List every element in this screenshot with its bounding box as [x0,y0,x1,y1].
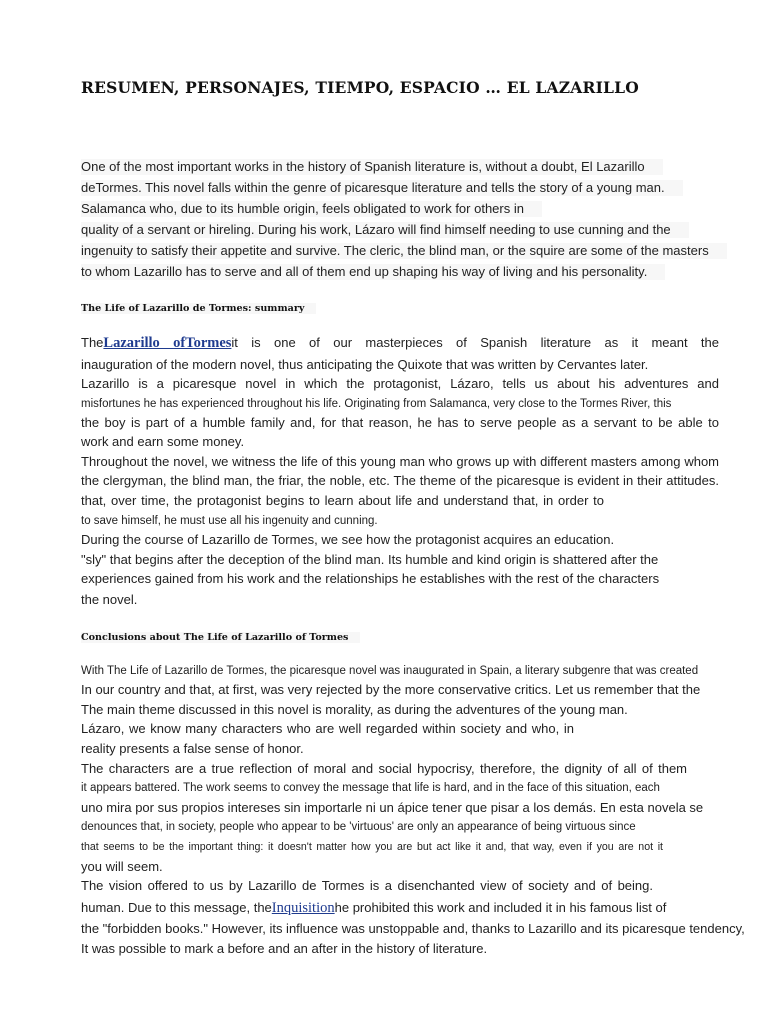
intro-line: Salamanca who, due to its humble origin, feels obligated to work for others in [81,201,542,217]
page-title: RESUMEN, PERSONAJES, TIEMPO, ESPACIO … EL LAZARILLO [81,78,639,97]
intro-line: deTormes. This novel falls within the genre of picaresque literature and tells the story of a young man. [81,180,683,196]
summary-line: that, over time, the protagonist begins to learn about life and understand that, in order to [81,493,604,508]
summary-line: the boy is part of a humble family and, for that reason, he has to serve people as a servant to be able to [81,415,719,430]
section-heading-summary: The Life of Lazarillo de Tormes: summary [81,303,316,314]
conclusions-line: uno mira por sus propios intereses sin importarle ni un ápice tener que pisar a los demás. En esta novela se [81,800,704,815]
summary-line: inauguration of the modern novel, thus anticipating the Quixote that was written by Cervantes later. [81,357,649,372]
intro-line: ingenuity to satisfy their appetite and survive. The cleric, the blind man, or the squire are some of the masters [81,243,727,259]
conclusions-line: The characters are a true reflection of moral and social hypocrisy, therefore, the dignity of all of them [81,761,687,776]
conclusions-line: With The Life of Lazarillo de Tormes, the picaresque novel was inaugurated in Spain, a literary subgenre that was created [81,665,699,677]
summary-line: work and earn some money. [81,434,245,449]
summary-first-line [81,335,719,351]
intro-line: quality of a servant or hireling. During his work, Lázaro will find himself needing to use cunning and the [81,222,689,238]
summary-line: experiences gained from his work and the relationships he establishes with the rest of the characters [81,571,660,586]
conclusions-line: you will seem. [81,859,163,874]
conclusions-line: it appears battered. The work seems to convey the message that life is hard, and in the face of this situation, each [81,782,660,794]
conclusions-line: In our country and that, at first, was very rejected by the more conservative critics. Let us remember that the [81,682,701,697]
summary-line: the clergyman, the blind man, the friar, the noble, etc. The theme of the picaresque is evident in their attitudes. [81,473,719,488]
conclusions-line: that seems to be the important thing: it doesn't matter how you are but act like it and, that way, even if you are not it [81,841,663,853]
summary-line: "sly" that begins after the deception of the blind man. Its humble and kind origin is shattered after the [81,552,659,567]
conclusions-inquisition-line [81,900,666,916]
summary-line: Lazarillo is a picaresque novel in which the protagonist, Lázaro, tells us about his adventures and [81,376,719,391]
conclusions-line: The vision offered to us by Lazarillo de Tormes is a disenchanted view of society and of being. [81,878,653,893]
conclusions-line: Lázaro, we know many characters who are well regarded within society and who, in [81,721,574,736]
conclusions-line-suffix: he prohibited this work and included it in his famous list of [334,900,667,915]
summary-line: to save himself, he must use all his ingenuity and cunning. [81,515,378,527]
conclusions-line: the "forbidden books." However, its influence was unstoppable and, thanks to Lazarillo and its picaresque tendency, [81,921,745,936]
lazarillo-link[interactable]: Lazarillo ofTormes [103,335,232,351]
summary-line: the novel. [81,592,138,607]
conclusions-line: denounces that, in society, people who appear to be 'virtuous' are only an appearance of being virtuous since [81,821,636,833]
intro-line: to whom Lazarillo has to serve and all of them end up shaping his way of living and his personality. [81,264,665,280]
summary-line: Throughout the novel, we witness the life of this young man who grows up with different masters among whom [81,454,719,469]
intro-line: One of the most important works in the history of Spanish literature is, without a doubt, El Lazarillo [81,159,663,175]
summary-line-prefix: The [81,335,104,350]
conclusions-line: The main theme discussed in this novel is morality, as during the adventures of the young man. [81,702,628,717]
conclusions-line: It was possible to mark a before and an after in the history of literature. [81,941,488,956]
section-heading-conclusions: Conclusions about The Life of Lazarillo of Tormes [81,632,360,643]
summary-line-suffix: it is one of our masterpieces of Spanish literature as it meant the [231,335,719,350]
conclusions-line-prefix: human. Due to this message, the [81,900,272,915]
summary-line: misfortunes he has experienced throughout his life. Originating from Salamanca, very close to the Tormes River, this [81,398,672,410]
summary-line: During the course of Lazarillo de Tormes, we see how the protagonist acquires an education. [81,532,615,547]
conclusions-line: reality presents a false sense of honor. [81,741,304,756]
inquisition-link[interactable]: Inquisition [271,900,335,916]
